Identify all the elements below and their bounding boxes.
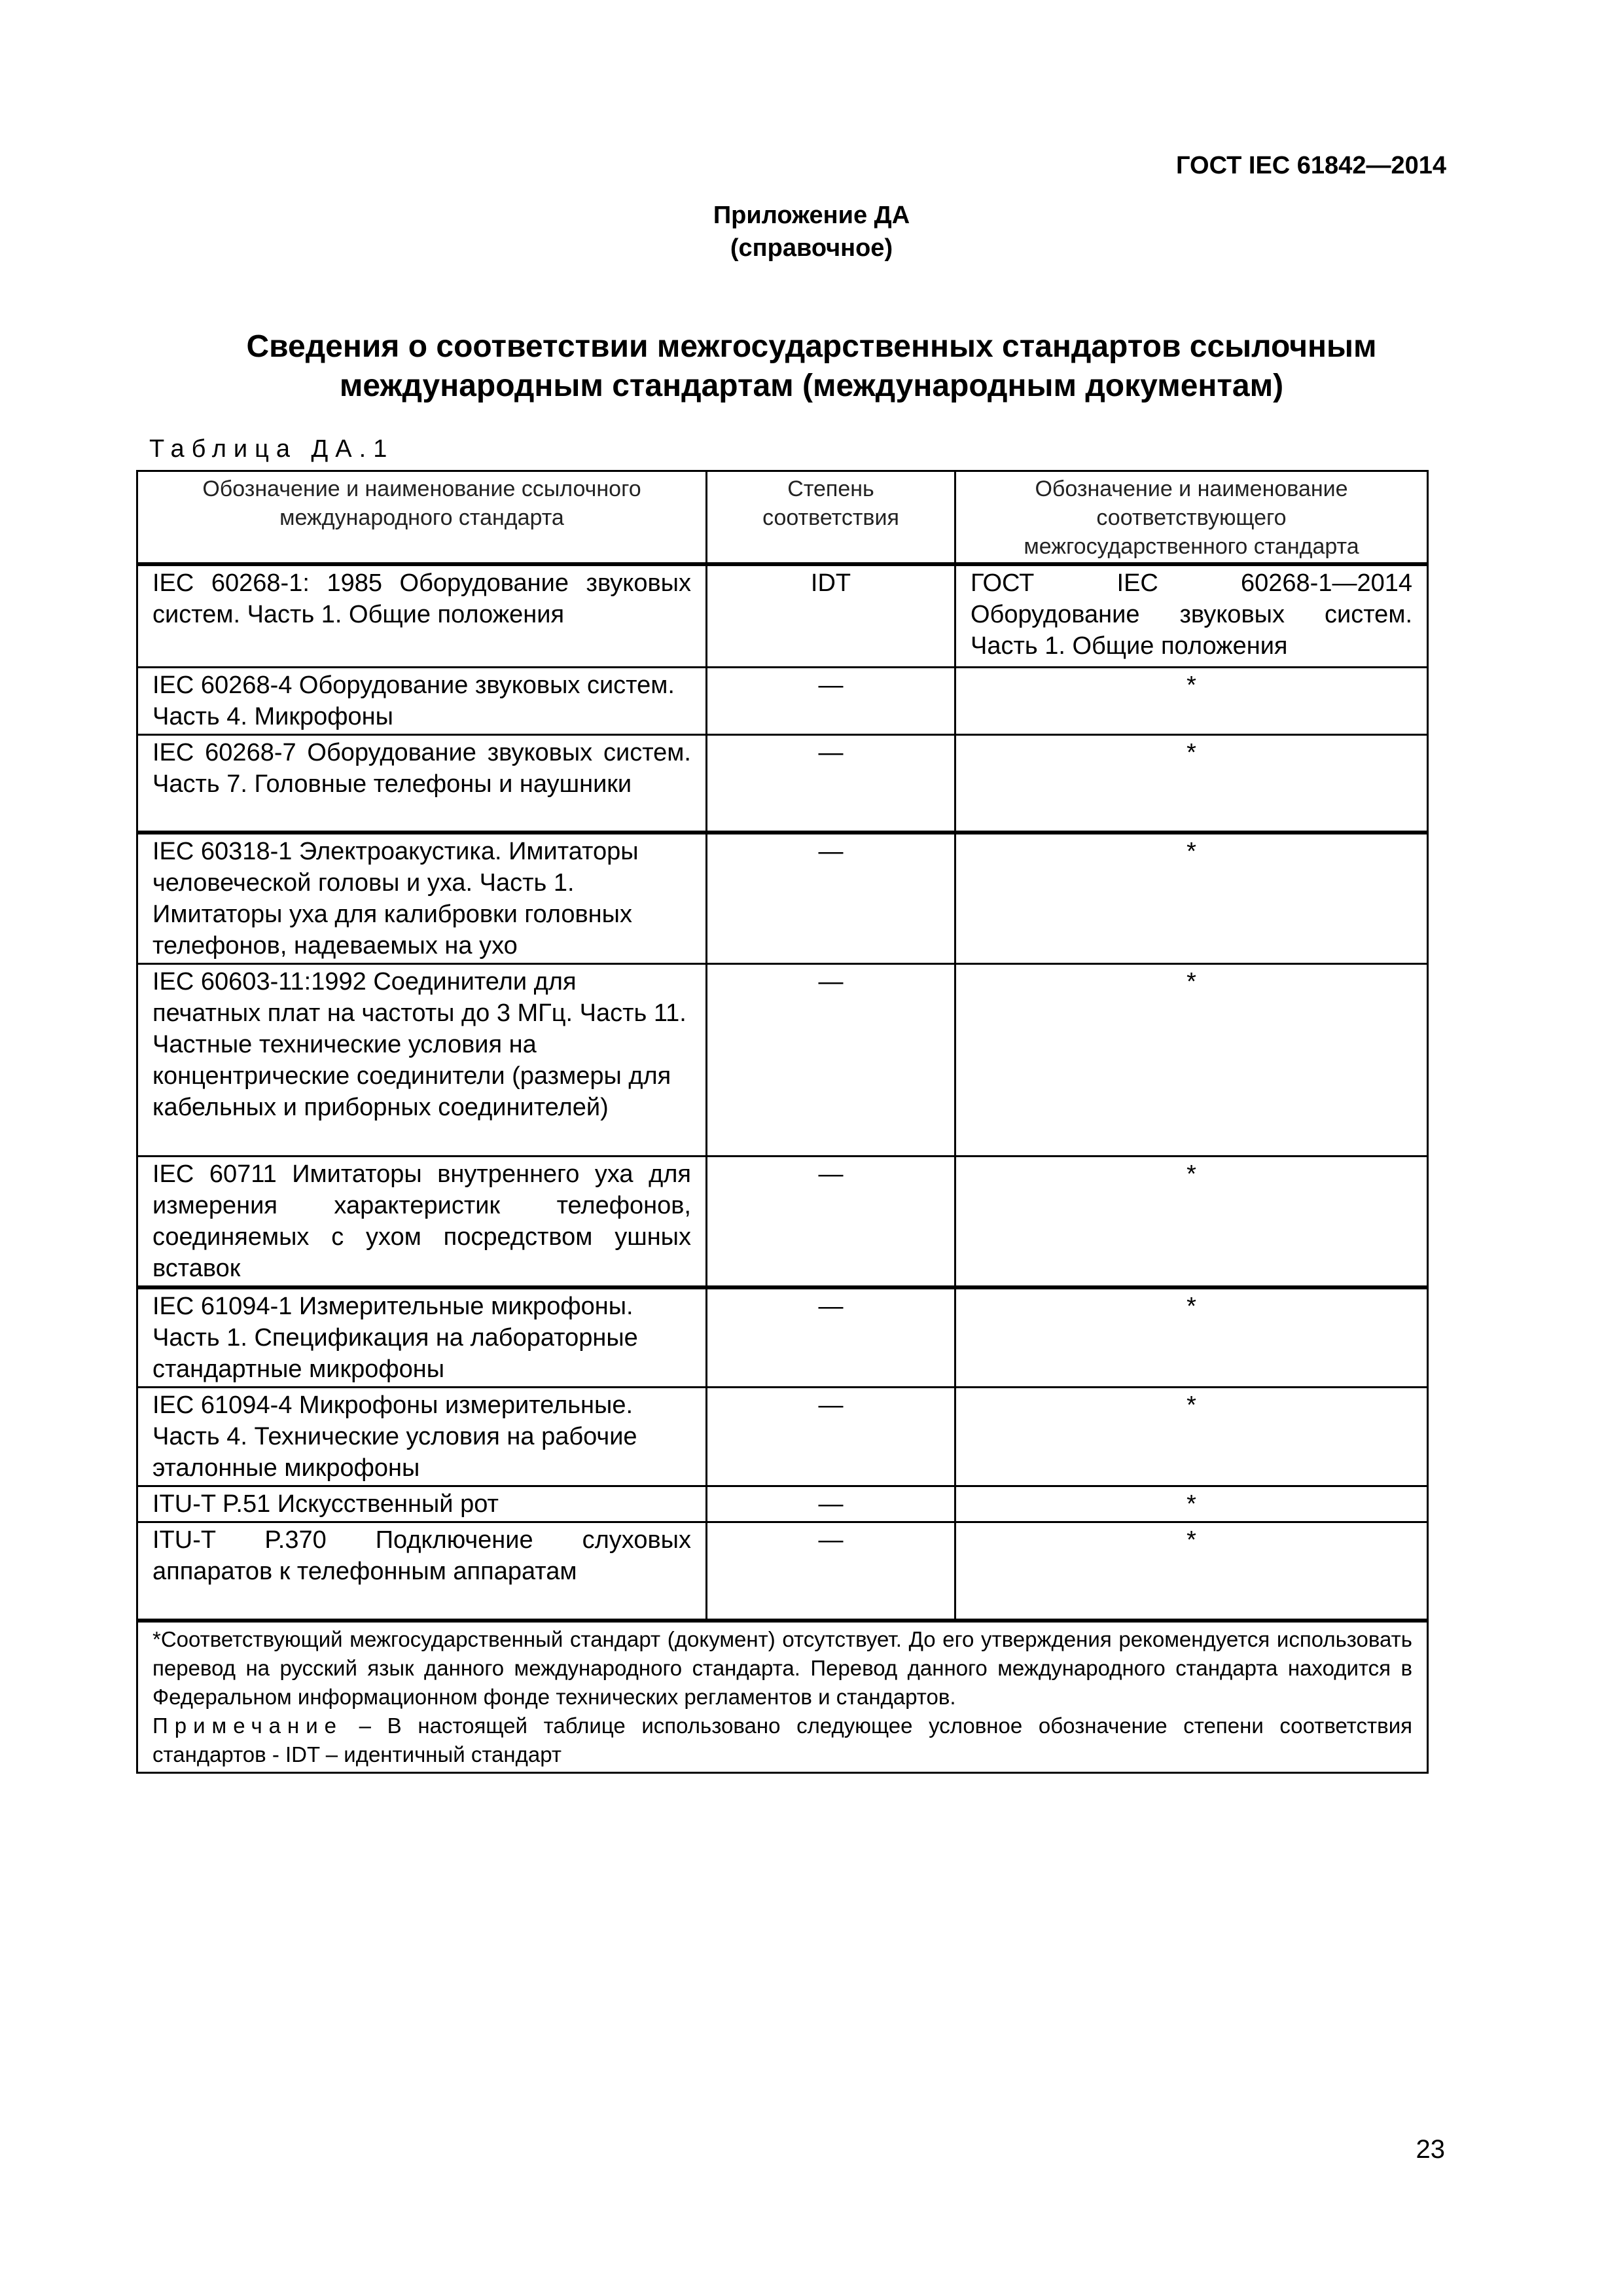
table-row (137, 1388, 1428, 1486)
interstate-standard-cell: * (955, 1157, 1428, 1288)
standards-table (136, 470, 1429, 1774)
degree-cell: — (707, 1522, 955, 1621)
reference-standard-cell: IEC 60268-7 Оборудование звуковых систем. Часть 7. Головные телефоны и наушники (137, 734, 707, 833)
header-interstate-standard (955, 471, 1428, 565)
page-number: 23 (1416, 2135, 1445, 2164)
interstate-standard-cell: * (955, 667, 1428, 734)
interstate-standard-cell: * (955, 1522, 1428, 1621)
interstate-standard-cell: ГОСТ IEC 60268-1—2014 Оборудование звуковых систем. Часть 1. Общие положения (955, 564, 1428, 667)
table-header-row (137, 471, 1428, 565)
interstate-standard-cell: * (955, 734, 1428, 833)
degree-cell: — (707, 1388, 955, 1486)
interstate-standard-cell: * (955, 833, 1428, 964)
reference-standard-cell: IEC 61094-1 Измерительные микрофоны. Часть 1. Спецификация на лабораторные стандартные микрофоны (137, 1287, 707, 1388)
table-row (137, 1522, 1428, 1621)
header-col3-line1: Обозначение и наименование (1035, 476, 1348, 501)
header-col2-line1: Степень (787, 476, 874, 501)
table-caption: Таблица ДА.1 (149, 435, 395, 463)
table-row (137, 667, 1428, 734)
appendix-subtitle: (справочное) (730, 234, 893, 262)
note-label: Примечание (152, 1713, 344, 1738)
degree-cell: — (707, 667, 955, 734)
interstate-standard-cell: * (955, 1486, 1428, 1522)
table-footnote-row (137, 1621, 1428, 1773)
document-code: ГОСТ IEC 61842—2014 (1176, 152, 1446, 179)
table-row (137, 833, 1428, 964)
header-col1-line1: Обозначение и наименование ссылочного (202, 476, 641, 501)
reference-standard-cell: IEC 60711 Имитаторы внутреннего уха для измерения характеристик телефонов, соединяемых с ухом посредством ушных вставок (137, 1157, 707, 1288)
reference-standard-cell: IEC 60268-4 Оборудование звуковых систем. Часть 4. Микрофоны (137, 667, 707, 734)
interstate-standard-cell: * (955, 964, 1428, 1157)
footnote-text: *Соответствующий межгосударственный стандарт (документ) отсутствует. До его утверждения рекомендуется использовать перевод на русский язык данного международного стандарта. Перевод данного международного стандарта находится в Федеральном информационном фонде технических регламентов и стандартов. (152, 1626, 1412, 1709)
reference-standard-cell: IEC 60268-1: 1985 Оборудование звуковых систем. Часть 1. Общие положения (137, 564, 707, 667)
degree-cell: — (707, 1157, 955, 1288)
reference-standard-cell: IEC 60318-1 Электроакустика. Имитаторы человеческой головы и уха. Часть 1. Имитаторы уха для калибровки головных телефонов, надеваемых на ухо (137, 833, 707, 964)
header-col3-line2: соответствующего (1096, 505, 1287, 530)
table-row (137, 1287, 1428, 1388)
main-title (0, 327, 1623, 406)
header-col1-line2: международного стандарта (279, 505, 564, 530)
table-row (137, 564, 1428, 667)
note-text: – В настоящей таблице использовано следующее условное обозначение степени соответствия стандартов - IDT – идентичный стандарт (152, 1713, 1412, 1767)
table-note (152, 1712, 1412, 1769)
degree-cell: — (707, 734, 955, 833)
degree-cell: — (707, 1287, 955, 1388)
interstate-standard-cell: * (955, 1388, 1428, 1486)
reference-standard-cell: IEC 61094-4 Микрофоны измерительные. Часть 4. Технические условия на рабочие эталонные микрофоны (137, 1388, 707, 1486)
main-title-line-1: Сведения о соответствии межгосударственных стандартов ссылочным (246, 329, 1377, 364)
degree-cell: — (707, 964, 955, 1157)
reference-standard-cell: IEC 60603-11:1992 Соединители для печатных плат на частоты до 3 МГц. Часть 11. Частные технические условия на концентрические соединители (размеры для кабельных и приборных соединителей) (137, 964, 707, 1157)
table-row (137, 734, 1428, 833)
appendix-title: Приложение ДА (713, 202, 910, 229)
reference-standard-cell: ITU-T P.370 Подключение слуховых аппаратов к телефонным аппаратам (137, 1522, 707, 1621)
degree-cell: — (707, 833, 955, 964)
degree-cell: — (707, 1486, 955, 1522)
header-col3-line3: межгосударственного стандарта (1024, 534, 1359, 559)
table-row (137, 1486, 1428, 1522)
degree-cell: IDT (707, 564, 955, 667)
reference-standard-cell: ITU-T P.51 Искусственный рот (137, 1486, 707, 1522)
table-row (137, 1157, 1428, 1288)
header-col2-line2: соответствия (762, 505, 899, 530)
table-footnote (137, 1621, 1428, 1773)
table-row (137, 964, 1428, 1157)
main-title-line-2: международным стандартам (международным документам) (339, 368, 1284, 403)
header-reference-standard (137, 471, 707, 565)
header-degree (707, 471, 955, 565)
interstate-standard-cell: * (955, 1287, 1428, 1388)
